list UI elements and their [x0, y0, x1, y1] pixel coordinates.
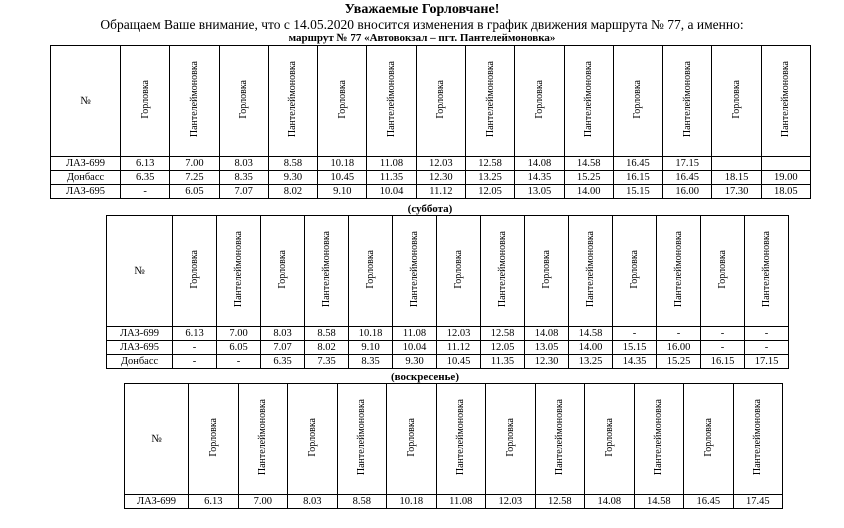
table-row — [51, 157, 811, 171]
departure-time-cell: 10.04 — [393, 341, 437, 355]
departure-time-cell: 10.18 — [349, 327, 393, 341]
stop-name: Пантелеймоновка — [681, 61, 693, 138]
departure-time-cell: 16.45 — [684, 495, 734, 509]
stop-header — [437, 216, 481, 327]
stop-header — [712, 46, 761, 157]
departure-time-cell: - — [745, 341, 789, 355]
departure-time-cell: 11.08 — [436, 495, 486, 509]
departure-time-cell: 17.15 — [745, 355, 789, 369]
departure-time-cell: 8.35 — [219, 171, 268, 185]
saturday-label: (суббота) — [407, 203, 453, 215]
stop-header — [219, 46, 268, 157]
bus-model-cell: ЛАЗ-695 — [107, 341, 173, 355]
bus-model-cell: Донбасс — [51, 171, 121, 185]
stop-name: Горловка — [139, 80, 151, 119]
stop-header — [268, 46, 317, 157]
stop-name: Пантелеймоновка — [583, 61, 595, 138]
departure-time-cell: 12.03 — [416, 157, 465, 171]
stop-header — [684, 384, 734, 495]
stop-name: Пантелеймоновка — [484, 61, 496, 138]
departure-time-cell: 10.45 — [437, 355, 481, 369]
stop-name: Горловка — [717, 250, 728, 289]
bus-model-cell: ЛАЗ-699 — [125, 495, 189, 509]
departure-time-cell: 15.15 — [613, 185, 662, 199]
departure-time-cell: 9.10 — [349, 341, 393, 355]
departure-time-cell: 17.15 — [663, 157, 712, 171]
departure-time-cell: 10.18 — [387, 495, 437, 509]
stop-header — [387, 384, 437, 495]
departure-time-cell: 7.00 — [217, 327, 261, 341]
sunday-label: (воскресенье) — [391, 371, 459, 383]
departure-time-cell: 14.35 — [613, 355, 657, 369]
departure-time-cell: 18.05 — [761, 185, 810, 199]
departure-time-cell: 15.25 — [564, 171, 613, 185]
stop-name: Пантелеймоновка — [233, 231, 244, 308]
departure-time-cell: 14.08 — [515, 157, 564, 171]
stop-header — [634, 384, 684, 495]
stop-header — [393, 216, 437, 327]
departure-time-cell: - — [173, 355, 217, 369]
stop-header — [535, 384, 585, 495]
departure-time-cell: 8.58 — [337, 495, 387, 509]
stop-name: Горловка — [306, 418, 318, 457]
departure-time-cell: 12.58 — [481, 327, 525, 341]
stop-name: Пантелеймоновка — [287, 61, 299, 138]
bus-model-cell: ЛАЗ-699 — [51, 157, 121, 171]
stop-name: Горловка — [453, 250, 464, 289]
departure-time-cell: 6.05 — [217, 341, 261, 355]
weekday-schedule-table — [50, 45, 811, 199]
departure-time-cell: 12.03 — [486, 495, 536, 509]
departure-time-cell: 14.08 — [585, 495, 635, 509]
departure-time-cell: 8.02 — [305, 341, 349, 355]
stop-header — [585, 384, 635, 495]
bus-model-cell: ЛАЗ-699 — [107, 327, 173, 341]
stop-header — [515, 46, 564, 157]
stop-name: Пантелеймоновка — [409, 231, 420, 308]
stop-header — [481, 216, 525, 327]
departure-time-cell: 17.30 — [712, 185, 761, 199]
stop-name: Пантелеймоновка — [321, 231, 332, 308]
number-header: № — [107, 216, 173, 327]
departure-time-cell: 9.10 — [318, 185, 367, 199]
departure-time-cell: 10.18 — [318, 157, 367, 171]
number-header: № — [51, 46, 121, 157]
stop-header — [173, 216, 217, 327]
bus-model-cell: Донбасс — [107, 355, 173, 369]
departure-time-cell: 13.05 — [525, 341, 569, 355]
stop-name: Горловка — [504, 418, 516, 457]
notice-title: Уважаемые Горловчане! — [344, 2, 500, 17]
bus-model-cell: ЛАЗ-695 — [51, 185, 121, 199]
stop-header — [657, 216, 701, 327]
departure-time-cell: 16.15 — [701, 355, 745, 369]
departure-time-cell: 15.25 — [657, 355, 701, 369]
departure-time-cell: 7.35 — [305, 355, 349, 369]
departure-time-cell: 8.58 — [305, 327, 349, 341]
departure-time-cell: 10.45 — [318, 171, 367, 185]
departure-time-cell: 8.03 — [288, 495, 338, 509]
stop-header — [238, 384, 288, 495]
departure-time-cell: 16.00 — [663, 185, 712, 199]
departure-time-cell: - — [121, 185, 170, 199]
stop-name: Пантелеймоновка — [497, 231, 508, 308]
sunday-schedule-table — [124, 383, 783, 509]
departure-time-cell: 6.13 — [189, 495, 239, 509]
departure-time-cell: 16.00 — [657, 341, 701, 355]
stop-name: Пантелеймоновка — [188, 61, 200, 138]
stop-header — [217, 216, 261, 327]
stop-name: Пантелеймоновка — [257, 399, 269, 476]
departure-time-cell: 14.58 — [634, 495, 684, 509]
stop-header — [569, 216, 613, 327]
stop-name: Горловка — [405, 418, 417, 457]
stop-header — [189, 384, 239, 495]
saturday-schedule-table — [106, 215, 789, 369]
number-header: № — [125, 384, 189, 495]
stop-name: Горловка — [702, 418, 714, 457]
stop-header — [745, 216, 789, 327]
stop-name: Пантелеймоновка — [356, 399, 368, 476]
departure-time-cell: 13.25 — [569, 355, 613, 369]
departure-time-cell: 6.35 — [121, 171, 170, 185]
departure-time-cell: 12.30 — [525, 355, 569, 369]
departure-time-cell: 11.12 — [437, 341, 481, 355]
stop-header — [525, 216, 569, 327]
departure-time-cell — [761, 157, 810, 171]
stop-header — [663, 46, 712, 157]
stop-header — [416, 46, 465, 157]
stop-header — [761, 46, 810, 157]
departure-time-cell: 8.03 — [261, 327, 305, 341]
departure-time-cell: 16.15 — [613, 171, 662, 185]
departure-time-cell: 18.15 — [712, 171, 761, 185]
departure-time-cell: - — [701, 341, 745, 355]
stop-header — [349, 216, 393, 327]
departure-time-cell: 14.00 — [569, 341, 613, 355]
stop-header — [288, 384, 338, 495]
departure-time-cell: 12.58 — [535, 495, 585, 509]
stop-name: Пантелеймоновка — [752, 399, 764, 476]
departure-time-cell: 6.05 — [170, 185, 219, 199]
stop-name: Горловка — [603, 418, 615, 457]
stop-header — [121, 46, 170, 157]
departure-time-cell: - — [217, 355, 261, 369]
departure-time-cell: 12.05 — [465, 185, 514, 199]
stop-header — [733, 384, 783, 495]
stop-header — [318, 46, 367, 157]
stop-header — [613, 46, 662, 157]
table-row — [125, 495, 783, 509]
stop-name: Горловка — [629, 250, 640, 289]
departure-time-cell: - — [701, 327, 745, 341]
departure-time-cell: 11.12 — [416, 185, 465, 199]
stop-name: Горловка — [541, 250, 552, 289]
departure-time-cell: 13.05 — [515, 185, 564, 199]
stop-name: Пантелеймоновка — [585, 231, 596, 308]
stop-name: Горловка — [365, 250, 376, 289]
table-row — [107, 327, 789, 341]
stop-header — [305, 216, 349, 327]
departure-time-cell: 9.30 — [268, 171, 317, 185]
departure-time-cell: 12.58 — [465, 157, 514, 171]
departure-time-cell: 11.35 — [481, 355, 525, 369]
departure-time-cell: 8.58 — [268, 157, 317, 171]
departure-time-cell: 13.25 — [465, 171, 514, 185]
departure-time-cell: 10.04 — [367, 185, 416, 199]
stop-name: Горловка — [336, 80, 348, 119]
stop-name: Горловка — [533, 80, 545, 119]
stop-header — [367, 46, 416, 157]
notice-subtitle: Обращаем Ваше внимание, что с 14.05.2020 вносится изменения в график движения маршрута № 77, а именно: — [100, 17, 744, 32]
departure-time-cell: 14.08 — [525, 327, 569, 341]
departure-time-cell: 12.30 — [416, 171, 465, 185]
stop-header — [701, 216, 745, 327]
departure-time-cell: 8.03 — [219, 157, 268, 171]
departure-time-cell: - — [657, 327, 701, 341]
departure-time-cell: 15.15 — [613, 341, 657, 355]
stop-name: Горловка — [435, 80, 447, 119]
departure-time-cell: - — [613, 327, 657, 341]
departure-time-cell: - — [173, 341, 217, 355]
departure-time-cell: 12.03 — [437, 327, 481, 341]
departure-time-cell: 14.35 — [515, 171, 564, 185]
table-row — [51, 185, 811, 199]
departure-time-cell: 14.58 — [569, 327, 613, 341]
stop-name: Пантелеймоновка — [386, 61, 398, 138]
departure-time-cell: 7.07 — [261, 341, 305, 355]
departure-time-cell: 7.07 — [219, 185, 268, 199]
stop-header — [337, 384, 387, 495]
departure-time-cell: 19.00 — [761, 171, 810, 185]
departure-time-cell: 16.45 — [663, 171, 712, 185]
departure-time-cell: 14.58 — [564, 157, 613, 171]
departure-time-cell: 7.25 — [170, 171, 219, 185]
stop-name: Пантелеймоновка — [455, 399, 467, 476]
stop-name: Пантелеймоновка — [673, 231, 684, 308]
stop-name: Горловка — [189, 250, 200, 289]
departure-time-cell: 12.05 — [481, 341, 525, 355]
table-row — [107, 341, 789, 355]
stop-header — [170, 46, 219, 157]
departure-time-cell — [712, 157, 761, 171]
stop-name: Пантелеймоновка — [780, 61, 792, 138]
departure-time-cell: 11.08 — [367, 157, 416, 171]
stop-header — [261, 216, 305, 327]
table-row — [107, 355, 789, 369]
stop-name: Горловка — [632, 80, 644, 119]
departure-time-cell: 11.08 — [393, 327, 437, 341]
departure-time-cell: 8.35 — [349, 355, 393, 369]
stop-header — [486, 384, 536, 495]
departure-time-cell: 7.00 — [170, 157, 219, 171]
stop-name: Пантелеймоновка — [554, 399, 566, 476]
departure-time-cell: 8.02 — [268, 185, 317, 199]
stop-header — [564, 46, 613, 157]
departure-time-cell: - — [745, 327, 789, 341]
stop-name: Горловка — [207, 418, 219, 457]
departure-time-cell: 17.45 — [733, 495, 783, 509]
stop-header — [613, 216, 657, 327]
stop-name: Горловка — [277, 250, 288, 289]
departure-time-cell: 6.35 — [261, 355, 305, 369]
stop-name: Горловка — [238, 80, 250, 119]
departure-time-cell: 16.45 — [613, 157, 662, 171]
departure-time-cell: 6.13 — [173, 327, 217, 341]
stop-name: Пантелеймоновка — [653, 399, 665, 476]
table-row — [51, 171, 811, 185]
route-name: маршрут № 77 «Автовокзал – пгт. Пантелеймоновка» — [288, 32, 556, 44]
stop-name: Горловка — [731, 80, 743, 119]
departure-time-cell: 7.00 — [238, 495, 288, 509]
departure-time-cell: 14.00 — [564, 185, 613, 199]
stop-header — [436, 384, 486, 495]
departure-time-cell: 9.30 — [393, 355, 437, 369]
departure-time-cell: 6.13 — [121, 157, 170, 171]
stop-header — [465, 46, 514, 157]
departure-time-cell: 11.35 — [367, 171, 416, 185]
stop-name: Пантелеймоновка — [761, 231, 772, 308]
